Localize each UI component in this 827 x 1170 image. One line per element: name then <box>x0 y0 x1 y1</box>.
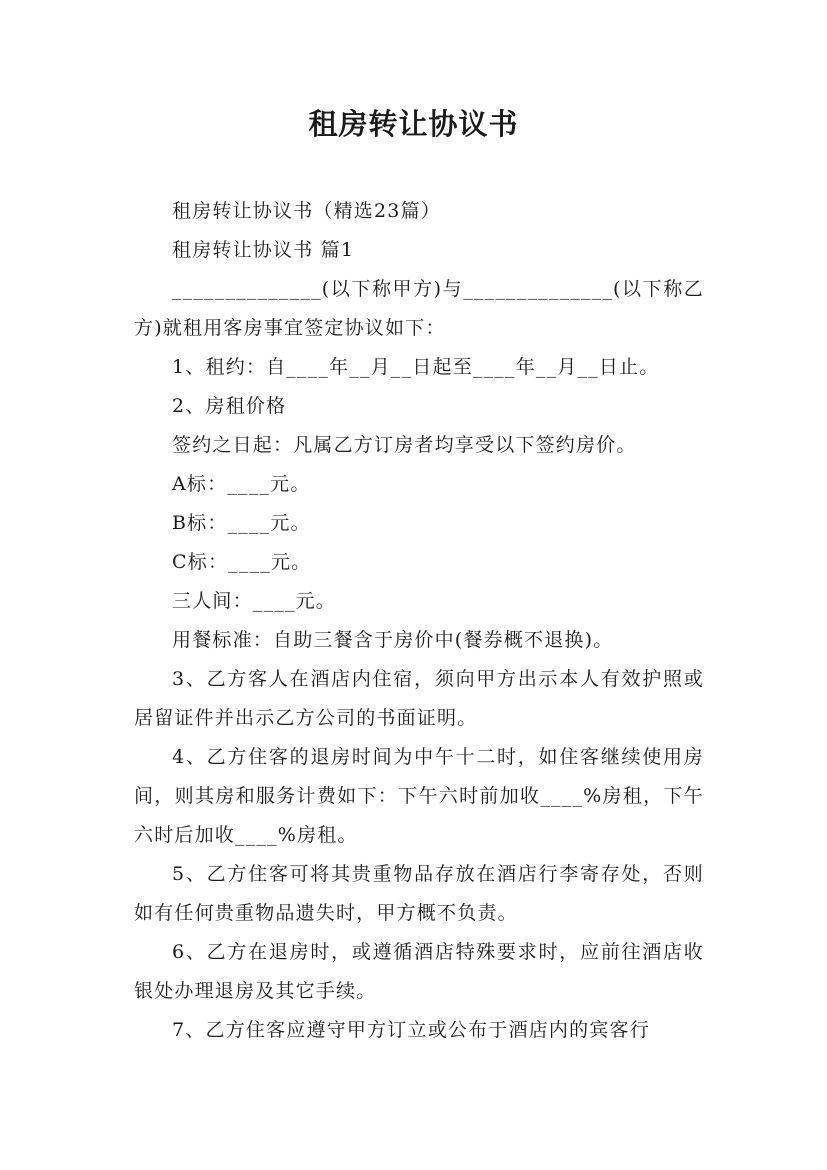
section-heading: 租房转让协议书 篇1 <box>172 239 355 261</box>
paragraph-price-heading: 2、房租价格 <box>172 395 287 417</box>
paragraph-clause-6: 6、乙方在退房时，或遵循酒店特殊要求时，应前往酒店收银处办理退房及其它手续。 <box>134 941 704 1002</box>
paragraph-clause-5: 5、乙方住客可将其贵重物品存放在酒店行李寄存处，否则如有任何贵重物品遗失时，甲方概不负责。 <box>134 863 704 924</box>
paragraph-price-a: A标：____元。 <box>172 473 311 495</box>
paragraph-price-triple: 三人间：____元。 <box>172 590 337 612</box>
document-title: 租房转让协议书 <box>308 107 519 141</box>
paragraph-clause-7: 7、乙方住客应遵守甲方订立或公布于酒店内的宾客行 <box>172 1019 650 1041</box>
paragraph-term: 1、租约：自____年__月__日起至____年__月__日止。 <box>172 356 660 378</box>
document-body <box>134 192 704 1050</box>
paragraph-meals: 用餐标准：自助三餐含于房价中(餐券概不退换)。 <box>172 629 614 651</box>
doc-subtitle: 租房转让协议书（精选23篇） <box>172 200 441 222</box>
paragraph-price-intro: 签约之日起：凡属乙方订房者均享受以下签约房价。 <box>172 434 637 456</box>
paragraph-clause-4: 4、乙方住客的退房时间为中午十二时，如住客继续使用房间，则其房和服务计费如下：下午六时前加收____%房租，下午六时后加收____%房租。 <box>134 746 704 846</box>
paragraph-price-b: B标：____元。 <box>172 512 311 534</box>
paragraph-parties: ______________(以下称甲方)与______________(以下称乙方)就租用客房事宜签定协议如下： <box>134 278 704 339</box>
paragraph-price-c: C标：____元。 <box>172 551 312 573</box>
paragraph-clause-3: 3、乙方客人在酒店内住宿，须向甲方出示本人有效护照或居留证件并出示乙方公司的书面证明。 <box>134 668 704 729</box>
